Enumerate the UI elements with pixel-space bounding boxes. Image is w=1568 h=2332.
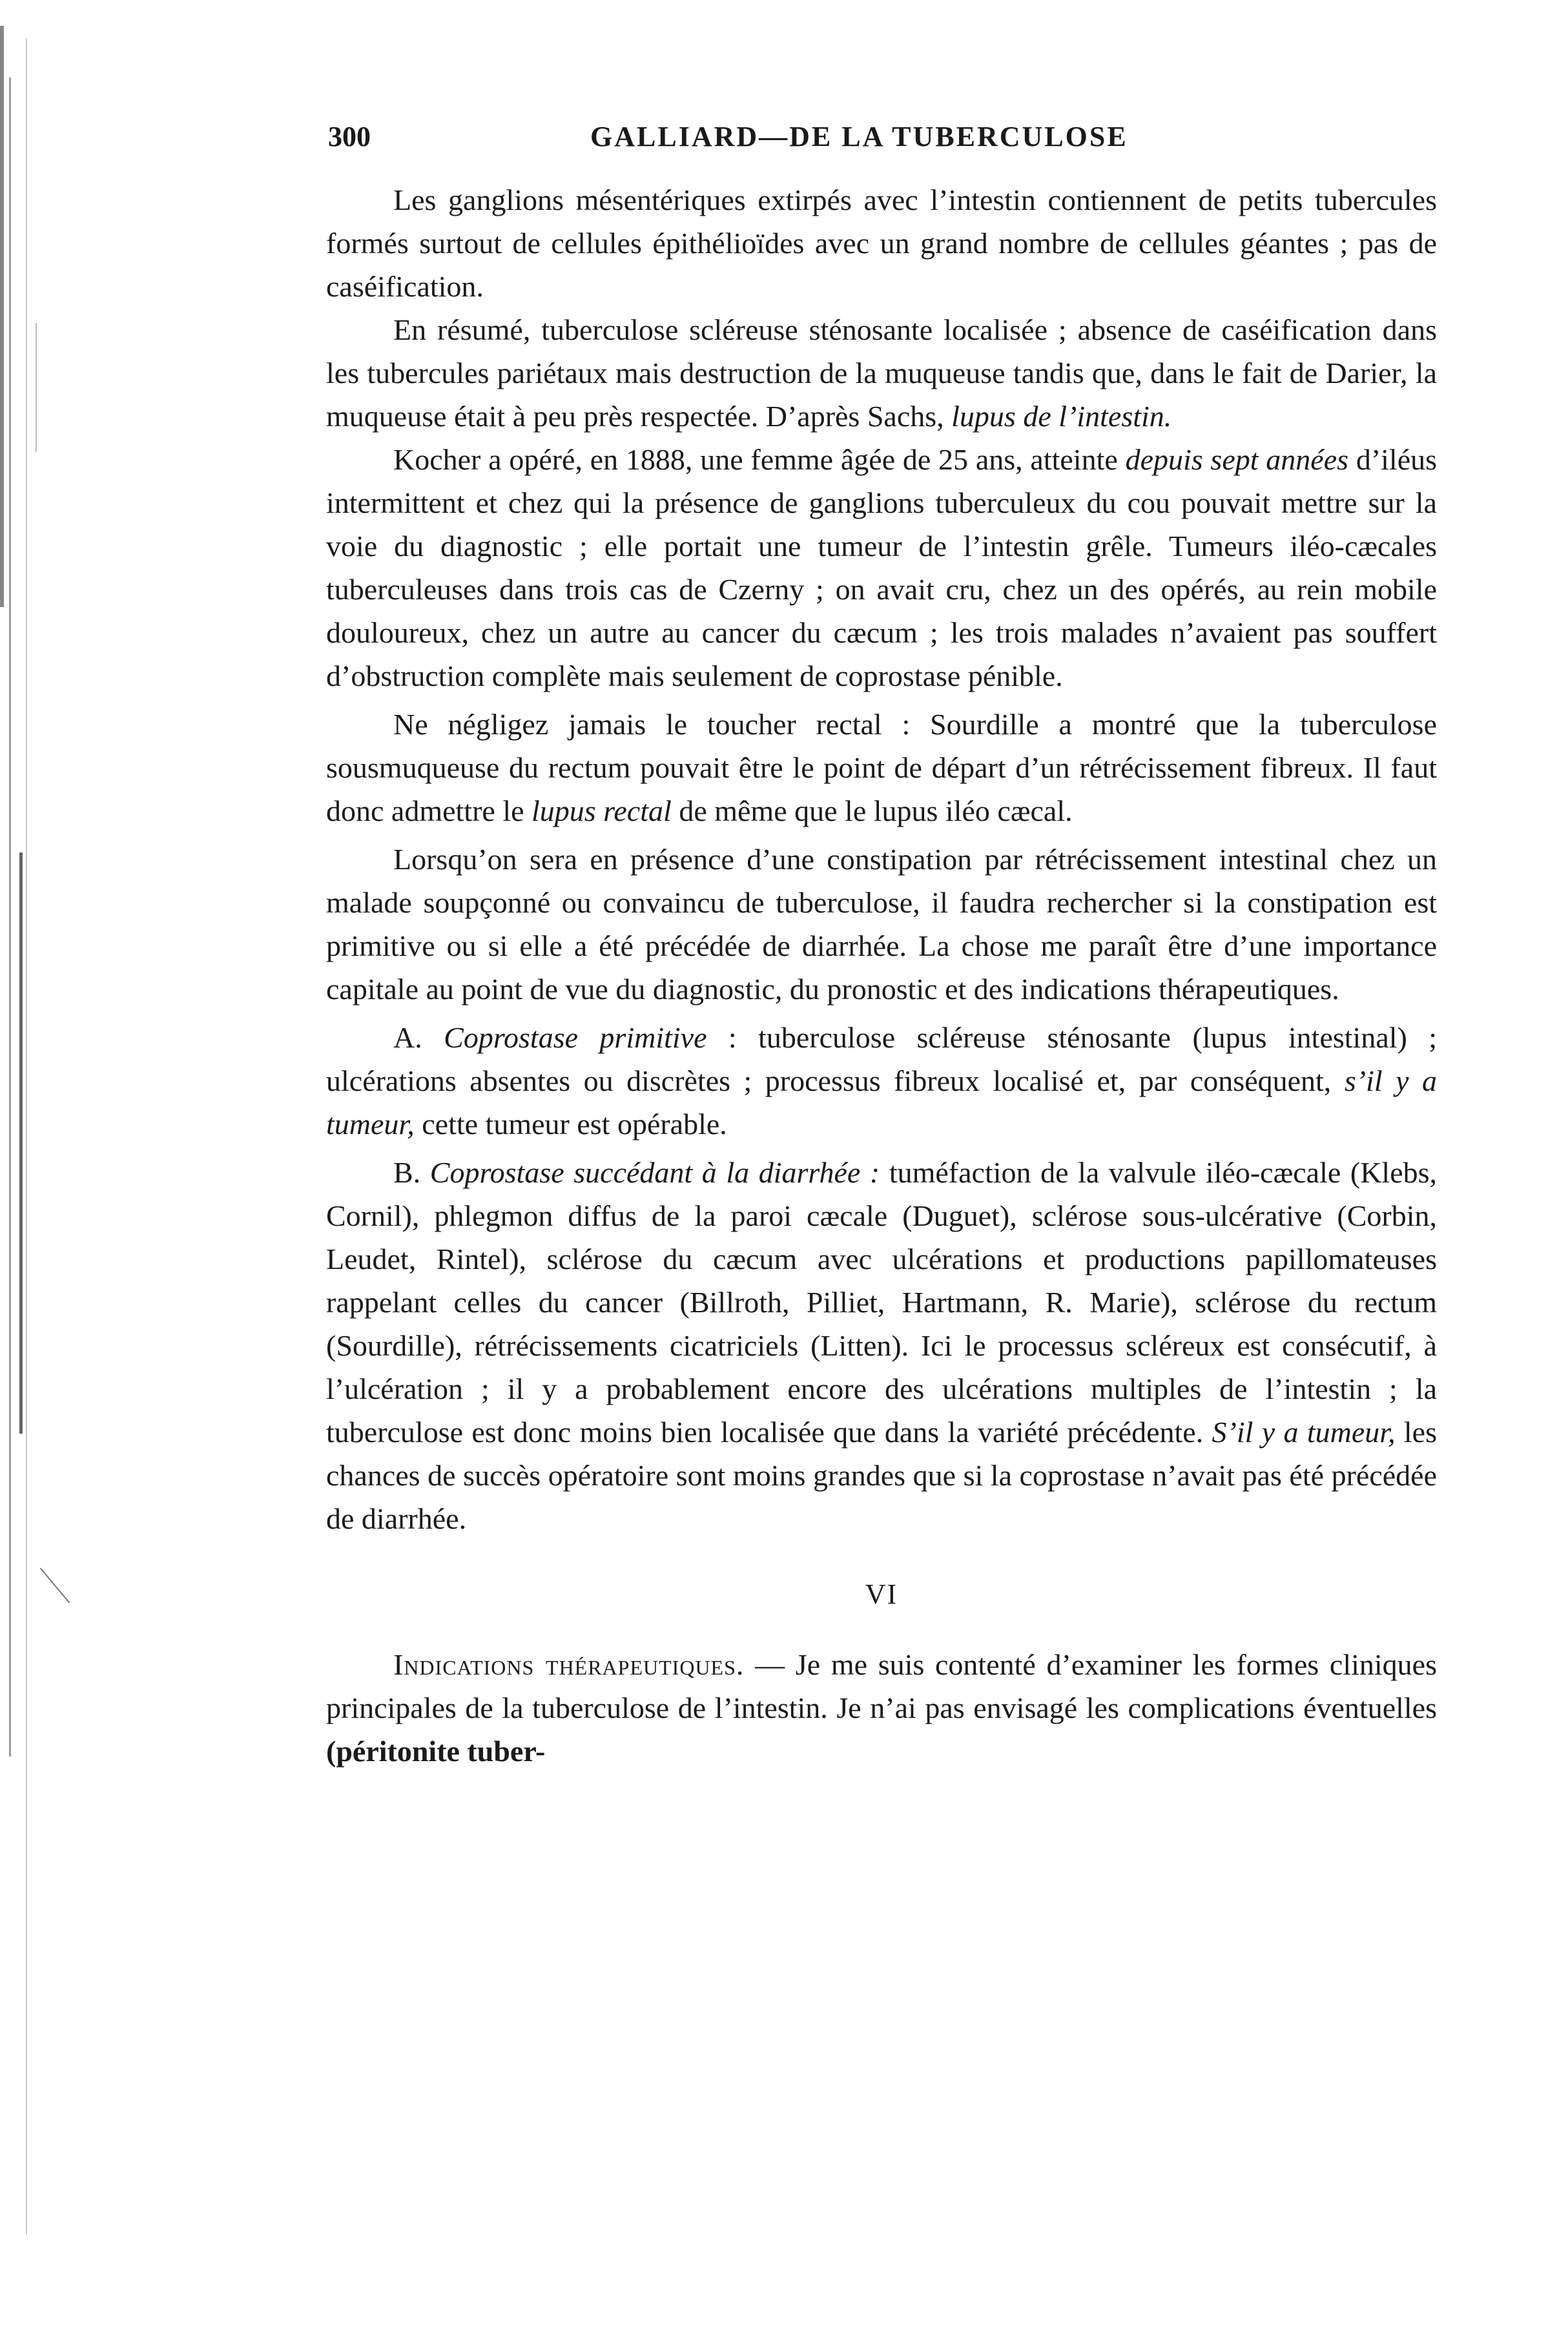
gutter-mark — [0, 26, 4, 607]
gutter-mark — [19, 852, 23, 1434]
gutter-mark — [36, 323, 37, 452]
section-number: VI — [865, 1578, 898, 1610]
paragraph — [326, 703, 1437, 832]
paragraph — [326, 308, 1437, 438]
list-label: B. — [393, 1156, 421, 1189]
paragraph — [326, 438, 1437, 697]
paragraph — [326, 838, 1437, 1011]
paragraph-text: En résumé, tuberculose scléreuse sténosante localisée ; absence de caséification dans les tubercules pariétaux mais destruction de la muqueuse tandis que, dans le fait de Darier, la muqueuse était à peu près respectée. D’après Sachs, — [326, 313, 1437, 433]
paragraph-text: d’iléus intermittent et chez qui la présence de ganglions tuberculeux du cou pouvait mettre sur la voie du diagnostic ; elle portait une tumeur de l’intestin grêle. Tumeurs iléo-cæcales tuberculeuses dans trois cas de Czerny ; on avait cru, chez un des opérés, au rein mobile douloureux, chez un autre au cancer du cæcum ; les trois malades n’avaient pas souffert d’obstruction complète mais seulement de coprostase pénible. — [326, 443, 1438, 692]
italic-phrase: depuis sept années — [1125, 443, 1349, 476]
paragraph-text: Kocher a opéré, en 1888, une femme âgée de 25 ans, atteinte — [393, 443, 1118, 476]
paragraph-text: les chances de succès opératoire sont moins grandes que si la coprostase n’avait pas été précédée de diarrhée. — [326, 1416, 1438, 1535]
paragraph-text: cette tumeur est opérable. — [422, 1108, 727, 1140]
italic-phrase: lupus rectal — [531, 794, 672, 827]
page-number: 300 — [328, 121, 371, 152]
binding-gutter — [0, 0, 61, 2332]
italic-phrase: Coprostase succédant à la diarrhée : — [429, 1156, 880, 1189]
running-title: GALLIARD—DE LA TUBERCULOSE — [590, 121, 1128, 152]
paragraph-text: Lorsqu’on sera en présence d’une constipation par rétrécissement intestinal chez un malade soupçonné ou convaincu de tuberculose, il faudra rechercher si la constipation est primitive ou si elle a été précédée de diarrhée. La chose me paraît être d’une importance capitale au point de vue du diagnostic, du pronostic et des indications thérapeutiques. — [326, 843, 1437, 1006]
paragraph-text: — Je me suis contenté d’examiner les formes cliniques principales de la tuberculose de l’intestin. Je n’ai pas envisagé les complications éventuelles — [326, 1648, 1437, 1724]
paragraph-text: tuméfaction de la valvule iléo-cæcale (Klebs, Cornil), phlegmon diffus de la paroi cæcale (Duguet), sclérose sous-ulcérative (Corbin, Leudet, Rintel), sclérose du cæcum avec ulcérations et productions papillomateuses rappelant celles du cancer (Billroth, Pilliet, Hartmann, R. Marie), sclérose du rectum (Sourdille), rétrécissements cicatriciels (Litten). Ici le processus scléreux est consécutif, à l’ulcération ; il y a probablement encore des ulcérations multiples de l’intestin ; la tuberculose est donc moins bien localisée que dans la variété précédente. — [326, 1156, 1438, 1449]
paragraph-text: (péritonite tuber- — [326, 1735, 546, 1768]
page-body — [326, 178, 1437, 1773]
italic-phrase: lupus de l’intestin. — [951, 400, 1172, 433]
paragraph-text: Les ganglions mésentériques extirpés avec l’intestin contiennent de petits tubercules formés surtout de cellules épithélioïdes avec un grand nombre de cellules géantes ; pas de caséification. — [326, 183, 1437, 303]
paragraph-text: de même que le lupus iléo cæcal. — [679, 794, 1073, 827]
page-header — [328, 120, 1432, 159]
paragraph-a — [326, 1016, 1437, 1146]
paragraph-text: Ne négligez jamais le toucher rectal : Sourdille a montré que la tuberculose sousmuqueuse du rectum pouvait être le point de départ d’un rétrécissement fibreux. Il faut donc admettre le — [326, 708, 1437, 827]
italic-phrase: s’il y a tumeur, — [326, 1064, 1437, 1140]
section-paragraph — [326, 1643, 1437, 1773]
gutter-mark — [40, 1568, 70, 1604]
gutter-mark — [9, 77, 11, 1757]
section-heading: Indications thérapeutiques. — [393, 1648, 745, 1681]
italic-phrase: S’il y a tumeur, — [1212, 1416, 1396, 1449]
paragraph-b — [326, 1151, 1437, 1540]
list-label: A. — [393, 1021, 422, 1054]
gutter-mark — [26, 39, 27, 2234]
italic-phrase: Coprostase primitive — [444, 1021, 707, 1054]
paragraph — [326, 178, 1437, 308]
paragraph-text: : tuberculose scléreuse sténosante (lupus intestinal) ; ulcérations absentes ou discrètes ; processus fibreux localisé et, par conséquent, — [326, 1021, 1438, 1097]
